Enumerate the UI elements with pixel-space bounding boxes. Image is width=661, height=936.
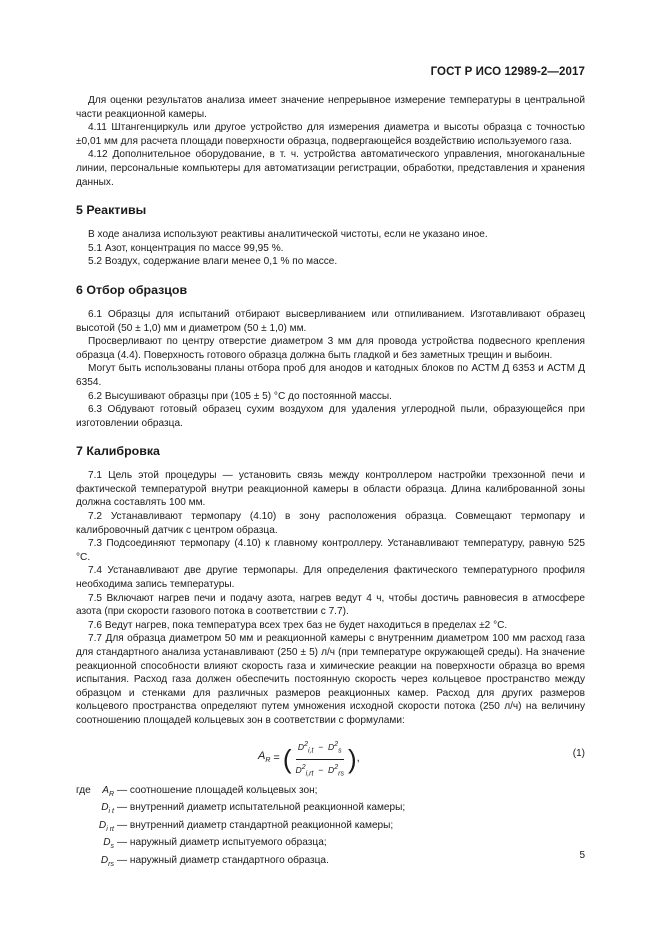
- clause-5-1: 5.1 Азот, концентрация по массе 99,95 %.: [88, 242, 284, 254]
- formula-expression: $A_R$ = ( $\frac{D^2_{i,t} - D^2_s}{D^2_{i,rt} - D^2_{rs}}$ ) ,: [258, 738, 360, 781]
- formula-lhs: $A_R$: [258, 750, 271, 765]
- definition-row: $D_{i rt}$ — внутренний диаметр стандартной реакционной камеры;: [98, 819, 394, 833]
- clause-6-1: 6.1 Образцы для испытаний отбирают высверливанием или отпиливанием. Изготавливают образец высотой (50 ± 1,0) мм и диаметром (50 ± 1,0) мм.: [76, 308, 585, 334]
- definition-row: $D_s$ — наружный диаметр испытуемого образца;: [103, 837, 327, 851]
- clause-7-1: 7.1 Цель этой процедуры — установить связь между контроллером настройки трехзонной печи и фактической температурой внутри реакционной камеры в области образца. Длина калиброванной зоны должна составлять 100 мм.: [76, 470, 585, 509]
- clause-7-2: 7.2 Устанавливают термопару (4.10) в зону расположения образца. Совмещают термопару и калибровочный датчик с центром образца.: [76, 511, 585, 536]
- clause-7-5: 7.5 Включают нагрев печи и подачу азота, нагрев ведут 4 ч, чтобы достичь равновесия в атмосфере азота (при скорости газового потока в соответствии с 7.7).: [76, 592, 585, 618]
- formula-1: [76, 734, 585, 778]
- document-body: [76, 94, 585, 872]
- clause-6-1-drilling: Просверливают по центру отверстие диаметром 3 мм для провода устройства подвесного крепления образца (4.4). Поверхность готового образца должна быть гладкой и без заметных трещин и выбоин.: [76, 336, 585, 361]
- formula-numerator: $D^2_{i,t} - D^2_s$: [296, 738, 344, 760]
- definition-row: где $A_R$ — соотношение площадей кольцевых зон;: [76, 784, 318, 798]
- section-5-heading: 5 Реактивы: [76, 203, 147, 218]
- formula-denominator: $D^2_{i,rt} - D^2_{rs}$: [295, 763, 344, 778]
- clause-7-4: 7.4 Устанавливают две другие термопары. Для определения фактического температурного профиля необходима запись температуры.: [76, 565, 585, 591]
- definition-row: $D_{rs}$ — наружный диаметр стандартного образца.: [100, 855, 329, 869]
- clause-6-3: 6.3 Обдувают готовый образец сухим воздухом для удаления углеродной пыли, образующейся при изготовлении образца.: [76, 404, 585, 429]
- page-number: 5: [579, 850, 585, 861]
- clause-7-6: 7.6 Ведут нагрев, пока температура всех трех баз не будет находиться в пределах ±2 °С.: [88, 619, 508, 631]
- clause-7-3: 7.3 Подсоединяют термопару (4.10) к главному контроллеру. Устанавливают температуру, равную 525 °С.: [76, 538, 585, 563]
- section-6-heading: 6 Отбор образцов: [76, 282, 188, 297]
- formula-number: (1): [572, 747, 585, 759]
- clause-4-12: 4.12 Дополнительное оборудование, в т. ч. устройства автоматического управления, многоканальные линии, персональные компьютеры для автоматизации регистрации, обработки, представления и хранения данных.: [76, 149, 585, 188]
- definition-row: $D_{i t}$ — внутренний диаметр испытательной реакционной камеры;: [101, 802, 406, 816]
- clause-6-2: 6.2 Высушивают образцы при (105 ± 5) °С до постоянной массы.: [88, 390, 392, 402]
- formula-fraction: [294, 738, 346, 781]
- clause-4-11: 4.11 Штангенциркуль или другое устройство для измерения диаметра и высоты образца с точностью ±0,01 мм для расчета площади поверхности образца, подвергающейся воздействию используемого газа.: [76, 122, 585, 147]
- clause-7-7: 7.7 Для образца диаметром 50 мм и реакционной камеры с внутренним диаметром 100 мм расход газа для стандартного анализа устанавливают (250 ± 5) л/ч (при температуре окружающей среды). На значение реакционной способности влияют скорость газа и химические реакции на поверхности образца во время испытания. Расход газа должен обеспечить постоянную скорость через кольцевое пространство между образцом и стенками для различных размеров реакционных камер. Расход для других размеров кольцевого пространства определяют путем умножения исходной скорости потока (250 л/ч) на величину соотношению площадей кольцевых зон в соответствии с формулами:: [76, 633, 585, 726]
- section-7-heading: 7 Калибровка: [76, 444, 160, 459]
- formula-definitions: [76, 784, 585, 872]
- clause-5-2: 5.2 Воздух, содержание влаги менее 0,1 % по массе.: [88, 256, 338, 268]
- clause-6-1-sampling-plans: Могут быть использованы планы отбора проб для анодов и катодных блоков по АСТМ Д 6353 и АСТМ Д 6354.: [76, 363, 585, 388]
- document-code-header: ГОСТ Р ИСО 12989-2—2017: [430, 66, 585, 78]
- intro-paragraph-1: Для оценки результатов анализа имеет значение непрерывное измерение температуры в центральной части реакционной камеры.: [76, 95, 585, 120]
- section-5-intro: В ходе анализа используют реактивы аналитической чистоты, если не указано иное.: [88, 229, 488, 241]
